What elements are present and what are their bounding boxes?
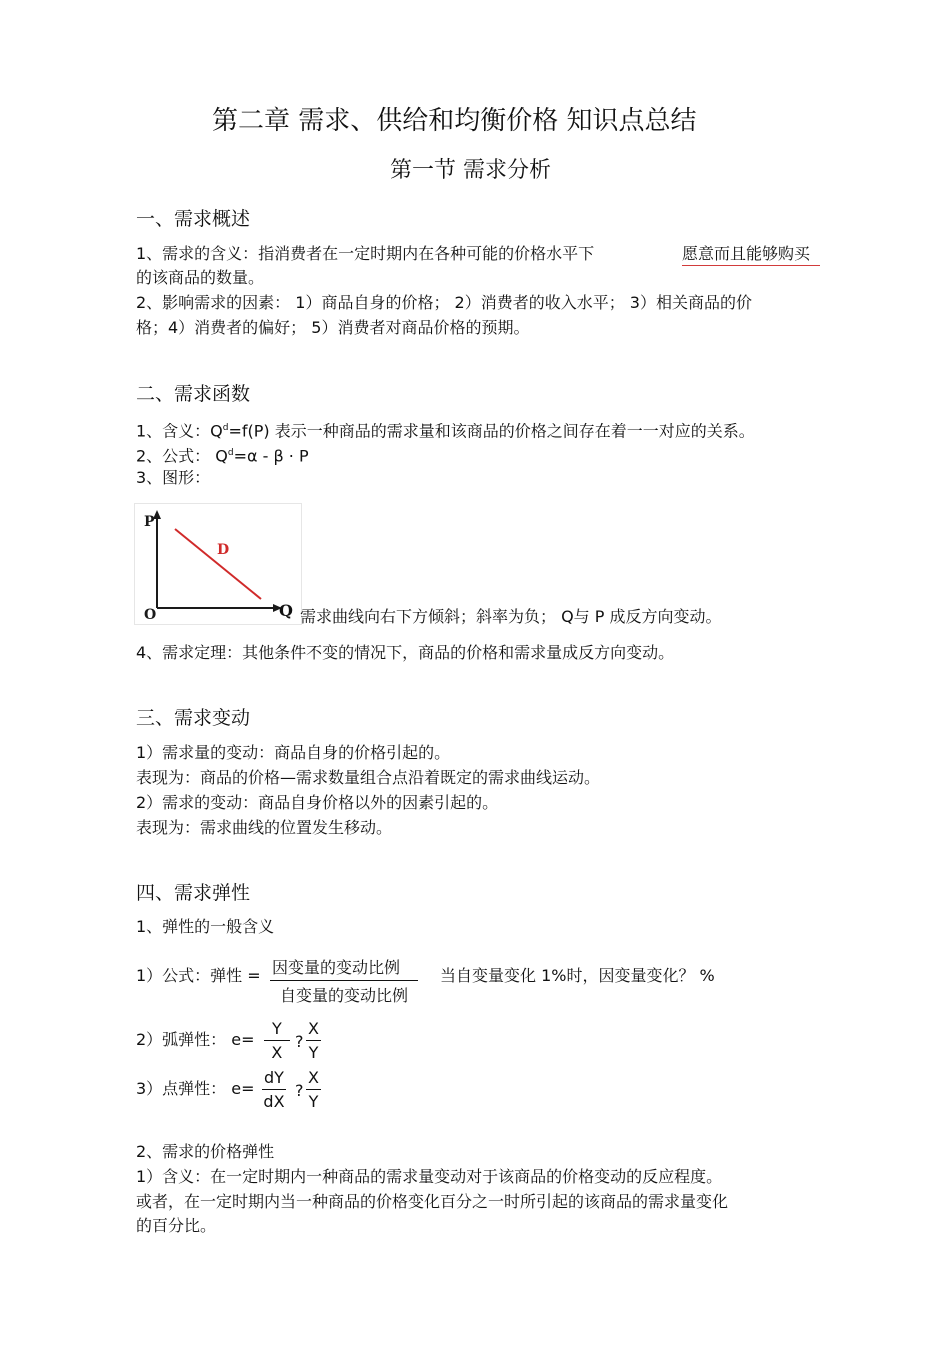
- demand-graph-label: 3、图形：: [136, 468, 211, 487]
- point-fraction-1: [262, 1068, 286, 1111]
- demand-factors-line2: 格；4）消费者的偏好； 5）消费者对商品价格的预期。: [136, 318, 530, 337]
- fraction-numerator: 因变量的变动比例: [270, 955, 418, 981]
- p-label: P: [144, 514, 155, 530]
- elasticity-general: 1、弹性的一般含义: [136, 917, 275, 936]
- point-f2-num: X: [306, 1068, 321, 1090]
- section-title: 第一节 需求分析: [390, 158, 551, 183]
- arc-f2-num: X: [306, 1019, 321, 1041]
- heading-demand-elasticity: 四、需求弹性: [136, 882, 251, 904]
- demand-function-formula: [136, 443, 309, 466]
- elasticity-fraction: [270, 955, 418, 1006]
- underlined-phrase: 愿意而且能够购买: [682, 244, 820, 266]
- point-operator: ?: [295, 1081, 304, 1100]
- arc-operator: ?: [295, 1032, 304, 1051]
- graph-caption: 需求曲线向右下方倾斜；斜率为负； Q与 P 成反方向变动。: [300, 607, 722, 626]
- meaning-text: =f(P) 表示一种商品的需求量和该商品的价格之间存在着一一对应的关系。: [228, 421, 755, 441]
- demand-definition-cont: 的该商品的数量。: [136, 268, 265, 287]
- change-line2: 表现为：商品的价格—需求数量组合点沿着既定的需求曲线运动。: [136, 768, 601, 787]
- point-f1-den: dX: [263, 1092, 285, 1111]
- arc-f1-num: Y: [264, 1019, 290, 1041]
- origin-label: O: [144, 607, 157, 623]
- demand-definition-line: [136, 244, 594, 264]
- fraction-denominator: 自变量的变动比例: [280, 986, 409, 1005]
- arc-fraction-1: [264, 1019, 290, 1062]
- formula-prefix: 2、公式： Q: [136, 446, 228, 466]
- demand-curve-figure: [134, 503, 302, 625]
- change-line4: 表现为：需求曲线的位置发生移动。: [136, 818, 393, 837]
- demand-definition-text: 1、需求的含义：指消费者在一定时期内在各种可能的价格水平下: [136, 244, 595, 263]
- change-line1: 1）需求量的变动：商品自身的价格引起的。: [136, 743, 451, 762]
- heading-demand-overview: 一、需求概述: [136, 208, 251, 230]
- q-axis-label: Q: [279, 601, 293, 620]
- document-title: 第二章 需求、供给和均衡价格 知识点总结: [212, 106, 697, 136]
- change-line3: 2）需求的变动：商品自身价格以外的因素引起的。: [136, 793, 499, 812]
- arc-f2-den: Y: [308, 1043, 319, 1062]
- arc-f1-den: X: [271, 1043, 283, 1062]
- demand-factors-line1: 2、影响需求的因素： 1）商品自身的价格； 2）消费者的收入水平； 3）相关商品的价: [136, 293, 752, 312]
- demand-function-meaning: [136, 418, 755, 441]
- point-elasticity-label: 3）点弹性： e=: [136, 1079, 255, 1098]
- price-elasticity-heading: 2、需求的价格弹性: [136, 1142, 275, 1161]
- elasticity-formula-note: 当自变量变化 1%时，因变量变化？ %: [440, 966, 715, 985]
- elasticity-formula-label: 1）公式：弹性 =: [136, 966, 261, 985]
- heading-demand-change: 三、需求变动: [136, 707, 251, 729]
- arc-elasticity-label: 2）弧弹性： e=: [136, 1030, 255, 1049]
- superscript-d: d: [222, 423, 229, 433]
- meaning-prefix: 1、含义：Q: [136, 421, 223, 441]
- demand-line: [175, 529, 261, 599]
- demand-curve-svg: [135, 504, 301, 624]
- point-f1-num: dY: [262, 1068, 286, 1090]
- price-elasticity-line2: 或者，在一定时期内当一种商品的价格变化百分之一时所引起的该商品的需求量变化: [136, 1192, 729, 1211]
- formula-text: =α - β · P: [233, 446, 309, 466]
- d-label: D: [217, 542, 230, 558]
- price-elasticity-line3: 的百分比。: [136, 1216, 217, 1235]
- superscript-d: d: [227, 448, 234, 458]
- demand-law: 4、需求定理：其他条件不变的情况下，商品的价格和需求量成反方向变动。: [136, 643, 675, 662]
- heading-demand-function: 二、需求函数: [136, 383, 251, 405]
- point-fraction-2: [306, 1068, 321, 1111]
- price-elasticity-line1: 1）含义：在一定时期内一种商品的需求量变动对于该商品的价格变动的反应程度。: [136, 1167, 723, 1186]
- point-f2-den: Y: [308, 1092, 319, 1111]
- arc-fraction-2: [306, 1019, 321, 1062]
